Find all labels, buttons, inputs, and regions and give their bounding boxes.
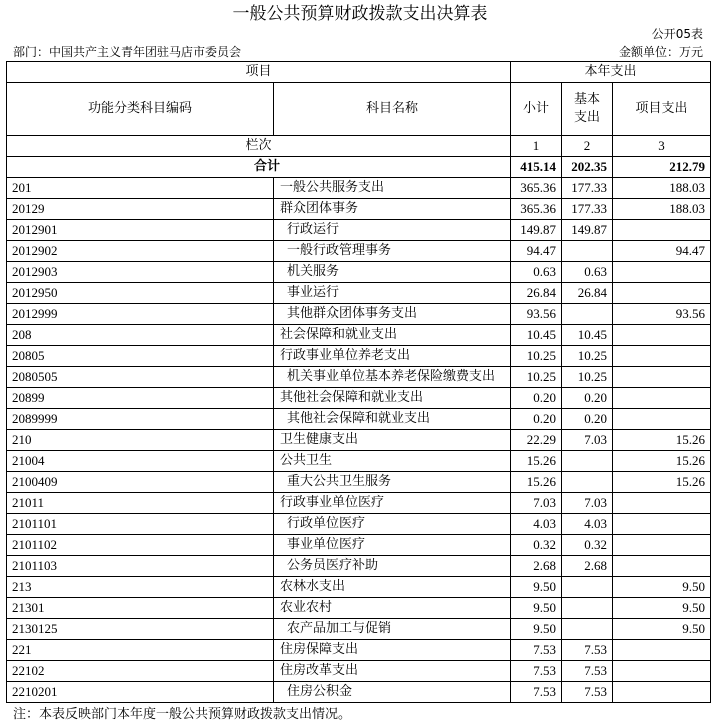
row-project: 9.50 — [613, 619, 711, 640]
table-row — [7, 472, 711, 493]
row-name: 其他社会保障和就业支出 — [274, 388, 511, 409]
table-row — [7, 325, 711, 346]
row-project — [613, 409, 711, 430]
header-project-expense: 项目支出 — [613, 83, 711, 136]
row-project — [613, 325, 711, 346]
row-project: 15.26 — [613, 430, 711, 451]
row-name: 农产品加工与促销 — [274, 619, 511, 640]
row-code: 2101102 — [7, 535, 274, 556]
row-code: 21011 — [7, 493, 274, 514]
row-subtotal: 10.45 — [511, 325, 562, 346]
row-name: 事业单位医疗 — [274, 535, 511, 556]
row-project — [613, 556, 711, 577]
row-basic: 0.63 — [562, 262, 613, 283]
row-subtotal: 0.20 — [511, 388, 562, 409]
row-code: 2080505 — [7, 367, 274, 388]
row-basic: 7.53 — [562, 640, 613, 661]
column-number-row — [7, 136, 711, 157]
table-row — [7, 493, 711, 514]
table-row — [7, 367, 711, 388]
row-subtotal: 365.36 — [511, 178, 562, 199]
row-subtotal: 22.29 — [511, 430, 562, 451]
row-subtotal: 9.50 — [511, 577, 562, 598]
row-project — [613, 493, 711, 514]
expenditure-table — [6, 61, 711, 703]
row-subtotal: 2.68 — [511, 556, 562, 577]
column-number-1: 1 — [511, 136, 562, 157]
row-subtotal: 0.63 — [511, 262, 562, 283]
header-subtotal: 小计 — [511, 83, 562, 136]
row-project — [613, 262, 711, 283]
row-code: 20805 — [7, 346, 274, 367]
header-project: 项目 — [7, 62, 511, 83]
row-name: 群众团体事务 — [274, 199, 511, 220]
row-code: 2100409 — [7, 472, 274, 493]
row-subtotal: 15.26 — [511, 472, 562, 493]
row-subtotal: 94.47 — [511, 241, 562, 262]
table-row — [7, 514, 711, 535]
row-name: 其他社会保障和就业支出 — [274, 409, 511, 430]
row-code: 2101101 — [7, 514, 274, 535]
row-name: 住房保障支出 — [274, 640, 511, 661]
table-row — [7, 220, 711, 241]
row-basic: 149.87 — [562, 220, 613, 241]
total-project: 212.79 — [613, 157, 711, 178]
row-project — [613, 661, 711, 682]
row-subtotal: 10.25 — [511, 346, 562, 367]
table-row — [7, 577, 711, 598]
total-label: 合计 — [7, 157, 511, 178]
table-row — [7, 451, 711, 472]
footnote: 注：本表反映部门本年度一般公共预算财政拨款支出情况。 — [13, 707, 352, 722]
row-name: 社会保障和就业支出 — [274, 325, 511, 346]
row-code: 21004 — [7, 451, 274, 472]
row-project: 9.50 — [613, 577, 711, 598]
row-basic: 10.25 — [562, 367, 613, 388]
row-basic: 0.32 — [562, 535, 613, 556]
table-row — [7, 556, 711, 577]
row-code: 2012903 — [7, 262, 274, 283]
row-code: 2101103 — [7, 556, 274, 577]
row-basic — [562, 451, 613, 472]
header-row-2 — [7, 83, 711, 136]
row-basic — [562, 304, 613, 325]
row-subtotal: 7.53 — [511, 682, 562, 703]
row-name: 公务员医疗补助 — [274, 556, 511, 577]
row-code: 2012950 — [7, 283, 274, 304]
row-subtotal: 26.84 — [511, 283, 562, 304]
table-row — [7, 178, 711, 199]
table-row — [7, 661, 711, 682]
row-project: 15.26 — [613, 472, 711, 493]
row-basic: 7.53 — [562, 682, 613, 703]
row-name: 其他群众团体事务支出 — [274, 304, 511, 325]
row-code: 2210201 — [7, 682, 274, 703]
row-subtotal: 149.87 — [511, 220, 562, 241]
table-row — [7, 535, 711, 556]
row-subtotal: 9.50 — [511, 619, 562, 640]
table-row — [7, 241, 711, 262]
row-code: 213 — [7, 577, 274, 598]
row-basic — [562, 619, 613, 640]
row-basic — [562, 472, 613, 493]
header-code: 功能分类科目编码 — [7, 83, 274, 136]
row-code: 2012902 — [7, 241, 274, 262]
header-current-year: 本年支出 — [511, 62, 711, 83]
row-name: 机关服务 — [274, 262, 511, 283]
row-subtotal: 4.03 — [511, 514, 562, 535]
table-row — [7, 640, 711, 661]
amount-unit-label: 金额单位：万元 — [618, 45, 703, 59]
row-code: 21301 — [7, 598, 274, 619]
row-basic: 177.33 — [562, 199, 613, 220]
row-basic: 7.03 — [562, 430, 613, 451]
row-project — [613, 535, 711, 556]
row-name: 住房公积金 — [274, 682, 511, 703]
row-code: 2012901 — [7, 220, 274, 241]
row-project — [613, 283, 711, 304]
row-project — [613, 514, 711, 535]
row-basic: 2.68 — [562, 556, 613, 577]
row-name: 重大公共卫生服务 — [274, 472, 511, 493]
department-label: 部门：中国共产主义青年团驻马店市委员会 — [13, 45, 242, 59]
row-code: 20129 — [7, 199, 274, 220]
row-code: 201 — [7, 178, 274, 199]
row-subtotal: 9.50 — [511, 598, 562, 619]
row-name: 农林水支出 — [274, 577, 511, 598]
total-row — [7, 157, 711, 178]
table-row — [7, 262, 711, 283]
row-name: 行政运行 — [274, 220, 511, 241]
row-name: 公共卫生 — [274, 451, 511, 472]
row-name: 卫生健康支出 — [274, 430, 511, 451]
row-name: 一般行政管理事务 — [274, 241, 511, 262]
row-subtotal: 15.26 — [511, 451, 562, 472]
table-row — [7, 598, 711, 619]
row-code: 221 — [7, 640, 274, 661]
table-row — [7, 283, 711, 304]
row-subtotal: 0.20 — [511, 409, 562, 430]
total-basic: 202.35 — [562, 157, 613, 178]
column-number-label: 栏次 — [7, 136, 511, 157]
row-code: 20899 — [7, 388, 274, 409]
table-number: 公开05表 — [651, 27, 703, 41]
row-basic: 26.84 — [562, 283, 613, 304]
page-title: 一般公共预算财政拨款支出决算表 — [232, 4, 488, 24]
table-row — [7, 409, 711, 430]
row-code: 210 — [7, 430, 274, 451]
table-row — [7, 682, 711, 703]
row-project — [613, 640, 711, 661]
table-row — [7, 304, 711, 325]
row-project — [613, 220, 711, 241]
row-basic: 7.03 — [562, 493, 613, 514]
row-project: 15.26 — [613, 451, 711, 472]
row-basic — [562, 241, 613, 262]
total-subtotal: 415.14 — [511, 157, 562, 178]
row-subtotal: 0.32 — [511, 535, 562, 556]
row-project: 9.50 — [613, 598, 711, 619]
row-basic: 0.20 — [562, 388, 613, 409]
header-name: 科目名称 — [274, 83, 511, 136]
row-name: 机关事业单位基本养老保险缴费支出 — [274, 367, 511, 388]
row-subtotal: 10.25 — [511, 367, 562, 388]
row-name: 行政事业单位养老支出 — [274, 346, 511, 367]
row-project: 188.03 — [613, 178, 711, 199]
row-subtotal: 93.56 — [511, 304, 562, 325]
table-row — [7, 430, 711, 451]
row-project — [613, 346, 711, 367]
row-name: 住房改革支出 — [274, 661, 511, 682]
row-code: 208 — [7, 325, 274, 346]
header-basic: 基本支出 — [562, 83, 613, 136]
row-code: 22102 — [7, 661, 274, 682]
row-name: 行政事业单位医疗 — [274, 493, 511, 514]
row-basic — [562, 598, 613, 619]
column-number-3: 3 — [613, 136, 711, 157]
row-code: 2089999 — [7, 409, 274, 430]
row-project: 93.56 — [613, 304, 711, 325]
row-project: 94.47 — [613, 241, 711, 262]
row-subtotal: 7.53 — [511, 640, 562, 661]
row-basic: 177.33 — [562, 178, 613, 199]
row-name: 事业运行 — [274, 283, 511, 304]
row-subtotal: 7.03 — [511, 493, 562, 514]
row-basic: 10.25 — [562, 346, 613, 367]
row-name: 农业农村 — [274, 598, 511, 619]
table-row — [7, 388, 711, 409]
row-project — [613, 682, 711, 703]
row-subtotal: 365.36 — [511, 199, 562, 220]
table-row — [7, 619, 711, 640]
row-code: 2012999 — [7, 304, 274, 325]
row-subtotal: 7.53 — [511, 661, 562, 682]
table-row — [7, 199, 711, 220]
row-basic — [562, 577, 613, 598]
column-number-2: 2 — [562, 136, 613, 157]
row-basic: 10.45 — [562, 325, 613, 346]
row-basic: 0.20 — [562, 409, 613, 430]
row-code: 2130125 — [7, 619, 274, 640]
table-row — [7, 346, 711, 367]
row-basic: 7.53 — [562, 661, 613, 682]
row-basic: 4.03 — [562, 514, 613, 535]
header-row-1 — [7, 62, 711, 83]
row-name: 一般公共服务支出 — [274, 178, 511, 199]
row-project: 188.03 — [613, 199, 711, 220]
row-project — [613, 388, 711, 409]
row-project — [613, 367, 711, 388]
row-name: 行政单位医疗 — [274, 514, 511, 535]
